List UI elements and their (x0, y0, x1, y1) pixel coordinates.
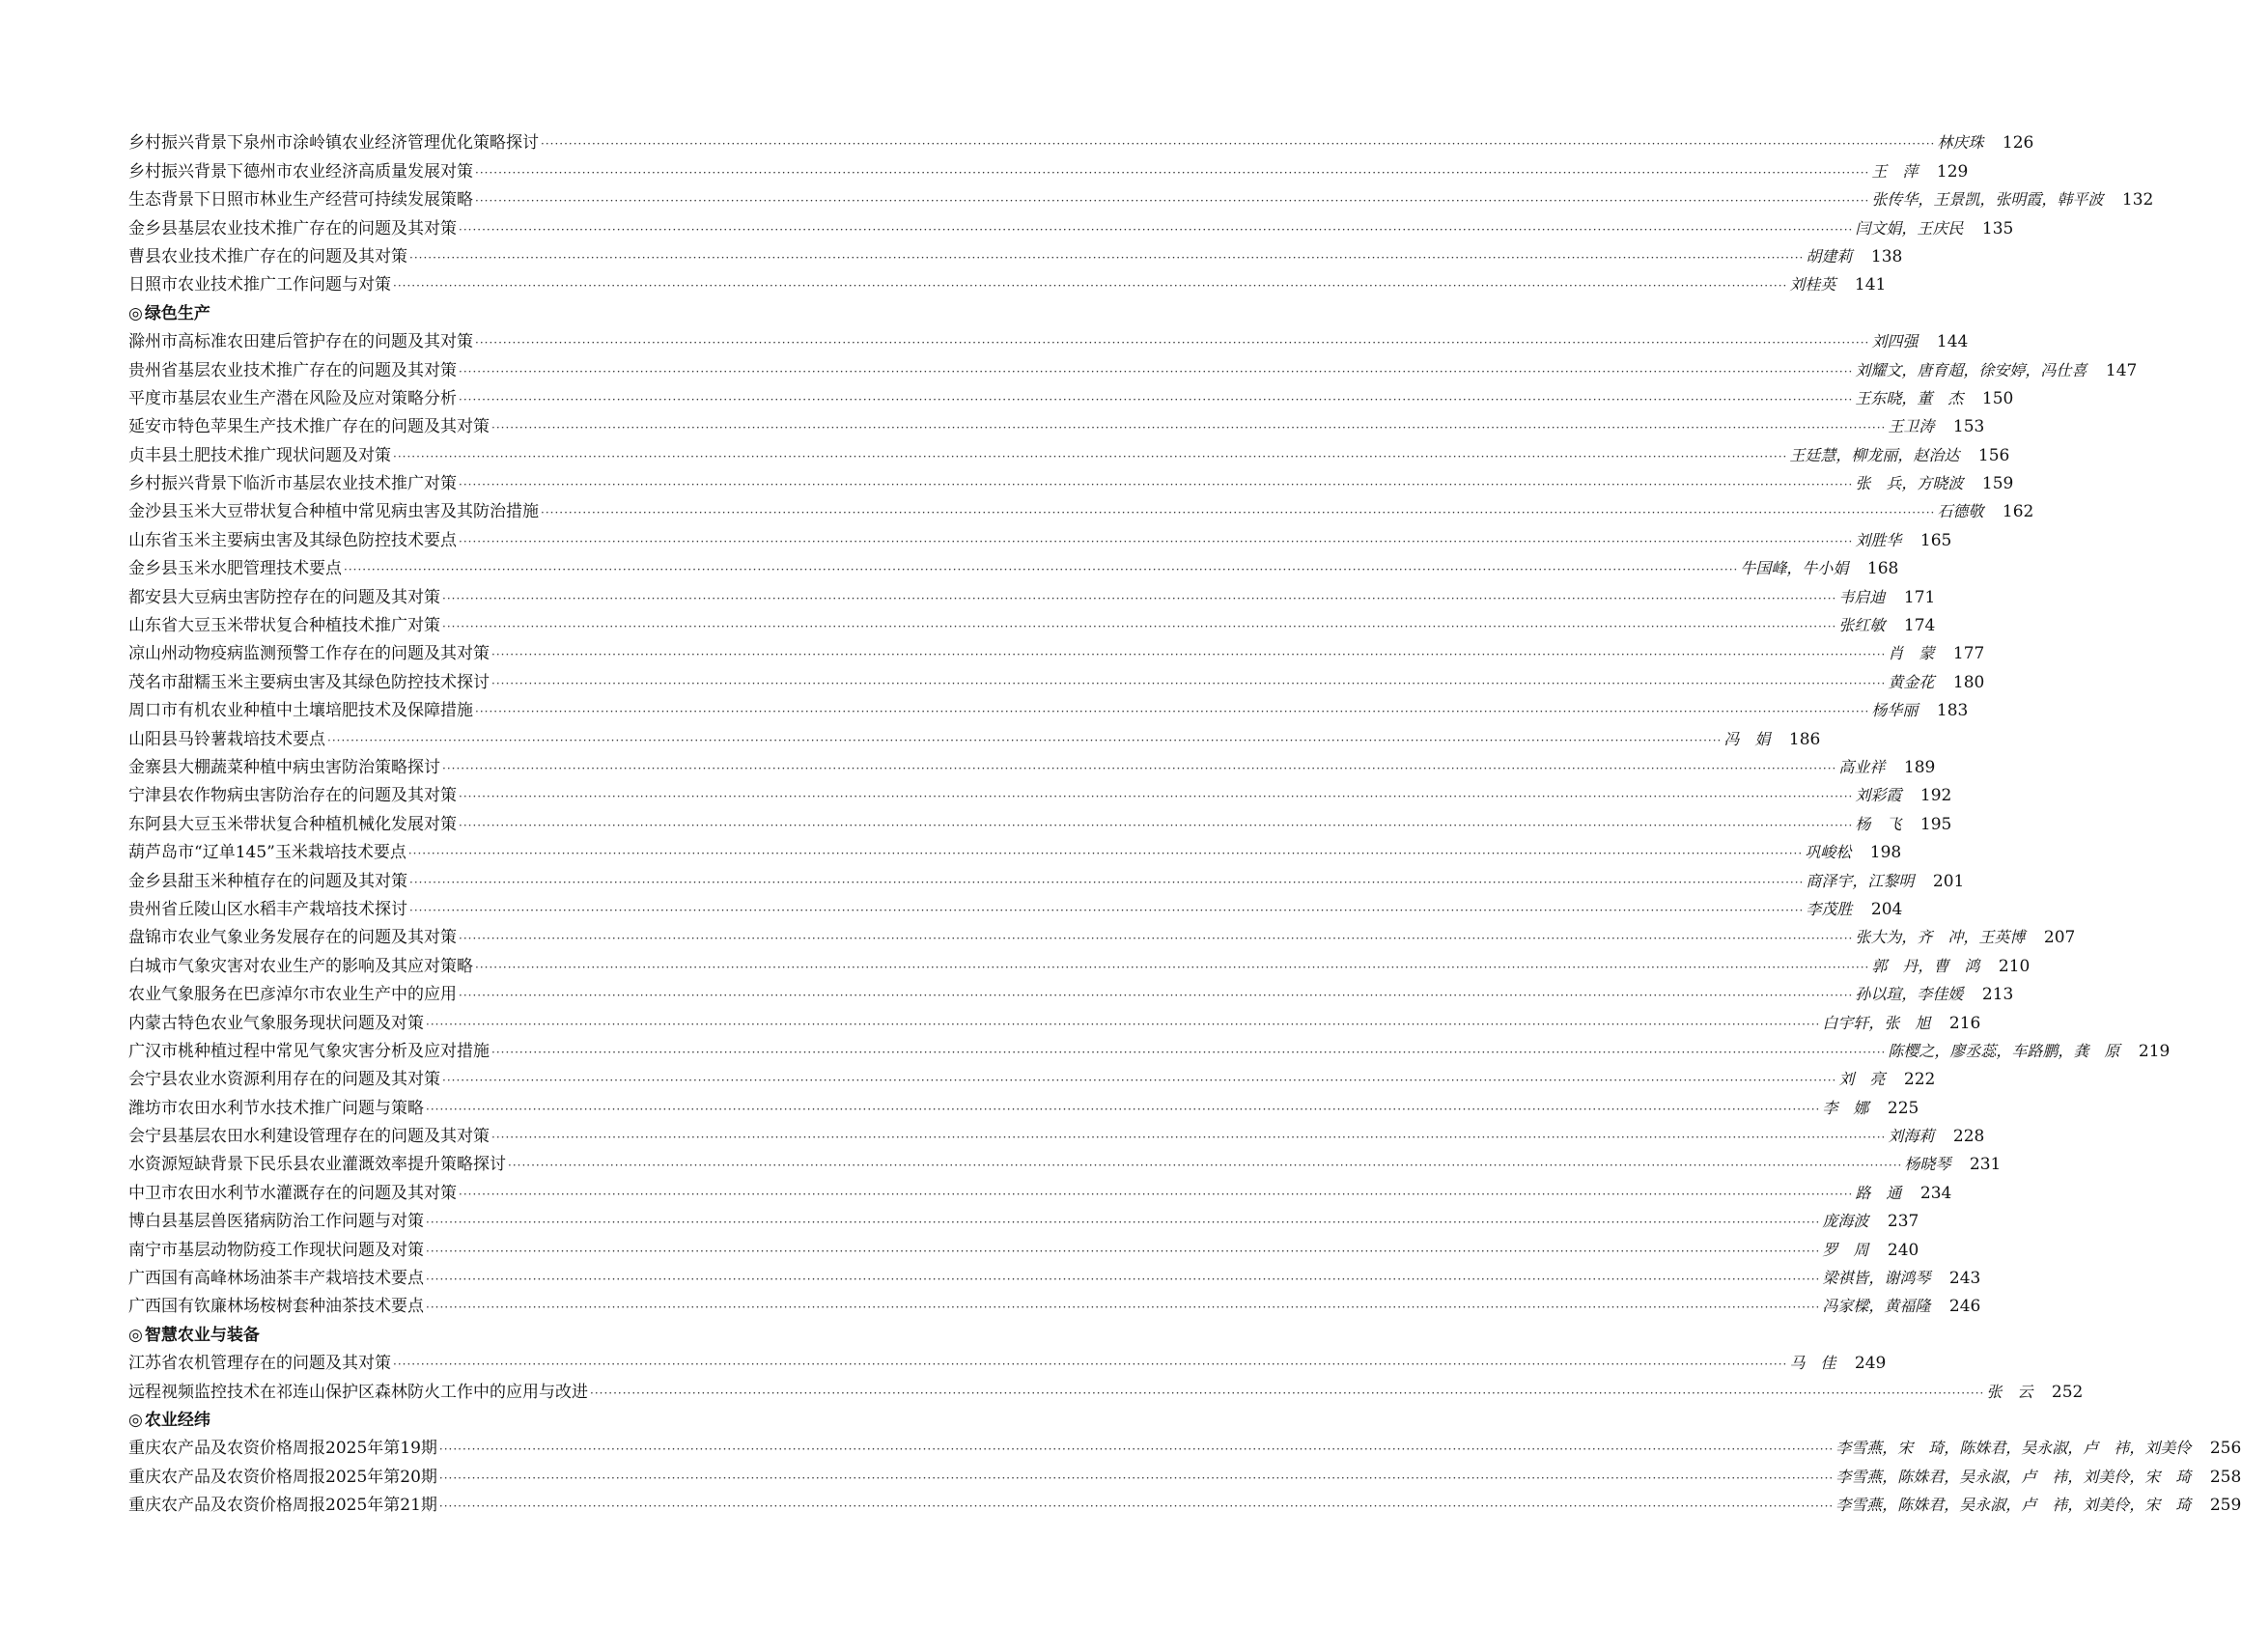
entry-title: 南宁市基层动物防疫工作现状问题及对策 (128, 1240, 424, 1260)
entry-page-number: 256 (2209, 1439, 2241, 1459)
entry-authors: 石德敬 (1937, 502, 1984, 521)
entry-page-number: 243 (1948, 1269, 1981, 1289)
entry-page-number: 147 (2105, 360, 2138, 380)
entry-page-number: 168 (1866, 559, 1899, 579)
dot-leader: ············································································································································································································································································································ (491, 1045, 1887, 1059)
dot-leader: ············································································································································································································································································································ (475, 165, 1870, 180)
entry-title: 水资源短缺背景下民乐县农业灌溉效率提升策略探讨 (128, 1155, 506, 1175)
entry-title: 广汉市桃种植过程中常见气象灾害分析及应对措施 (128, 1041, 490, 1061)
entry-authors: 庞海波 (1822, 1212, 1869, 1231)
entry-page-number: 150 (1981, 388, 2014, 408)
entry-authors: 李茂胜 (1806, 899, 1853, 918)
toc-entry (128, 154, 1969, 182)
entry-page-number: 132 (2121, 190, 2154, 210)
toc-entry (128, 352, 2138, 380)
entry-page-number: 177 (1952, 644, 1985, 664)
entry-authors: 闫文娟，王庆民 (1855, 218, 1964, 238)
toc-entry (128, 1431, 2241, 1459)
entry-title: 日照市农业技术推广工作问题与对策 (128, 275, 391, 295)
dot-leader: ············································································································································································································································································································ (541, 137, 1936, 152)
toc-entry (128, 835, 1902, 863)
dot-leader: ············································································································································································································································································································ (590, 1386, 1985, 1400)
toc-entry (128, 1062, 1936, 1090)
dot-leader: ············································································································································································································································································································ (475, 194, 1870, 209)
entry-title: 周口市有机农业种植中土壤培肥技术及保障措施 (128, 701, 473, 721)
entry-title: 金寨县大棚蔬菜种植中病虫害防治策略探讨 (128, 757, 440, 777)
dot-leader: ············································································································································································································································································································ (442, 761, 1837, 775)
section-bullet-icon: ◎ (128, 303, 143, 323)
entry-page-number: 159 (1981, 474, 2014, 494)
dot-leader: ············································································································································································································································································································ (459, 1187, 1854, 1201)
entry-authors: 李 娜 (1822, 1098, 1869, 1117)
toc-entry (128, 1459, 2241, 1487)
entry-page-number: 252 (2051, 1382, 2084, 1402)
section-heading (128, 1317, 1106, 1345)
entry-page-number: 228 (1952, 1127, 1985, 1147)
entry-title: 都安县大豆病虫害防控存在的问题及其对策 (128, 587, 440, 607)
dot-leader: ············································································································································································································································································································ (459, 392, 1854, 406)
dot-leader: ············································································································································································································································································································ (393, 279, 1788, 294)
entry-title: 葫芦岛市“辽单145”玉米栽培技术要点 (128, 843, 406, 863)
entry-authors: 牛国峰，牛小娟 (1740, 559, 1849, 578)
entry-title: 滁州市高标准农田建后管护存在的问题及其对策 (128, 332, 473, 352)
entry-page-number: 156 (1977, 445, 2010, 465)
entry-page-number: 192 (1919, 786, 1952, 806)
entry-page-number: 237 (1887, 1212, 1919, 1232)
entry-title: 金沙县玉米大豆带状复合种植中常见病虫害及其防治措施 (128, 502, 539, 522)
dot-leader: ············································································································································································································································································································ (344, 563, 1739, 577)
toc-entry (128, 551, 1899, 579)
entry-title: 山东省玉米主要病虫害及其绿色防控技术要点 (128, 530, 457, 550)
entry-authors: 王廷慧，柳龙丽，赵治达 (1789, 445, 1960, 464)
dot-leader: ············································································································································································································································································································ (393, 1358, 1788, 1372)
entry-authors: 杨华丽 (1871, 701, 1919, 720)
entry-page-number: 204 (1870, 899, 1903, 919)
toc-entry (128, 636, 1985, 664)
entry-authors: 黄金花 (1888, 672, 1935, 691)
entry-authors: 张 兵，方晓波 (1855, 474, 1964, 493)
toc-entry (128, 239, 1903, 267)
dot-leader: ············································································································································································································································································································ (459, 818, 1854, 832)
entry-title: 广西国有钦廉林场桉树套种油茶技术要点 (128, 1297, 424, 1317)
toc-entry (128, 1034, 2171, 1062)
toc-entry (128, 948, 2031, 976)
dot-leader: ············································································································································································································································································································ (442, 1074, 1837, 1088)
entry-authors: 郭 丹，曹 鸿 (1871, 956, 1980, 975)
dot-leader: ············································································································································································································································································································ (459, 364, 1854, 378)
entry-authors: 刘胜华 (1855, 530, 1902, 549)
entry-title: 贵州省丘陵山区水稻丰产栽培技术探讨 (128, 899, 407, 919)
toc-entry (128, 1374, 2084, 1402)
entry-page-number: 144 (1936, 332, 1969, 352)
entry-title: 延安市特色苹果生产技术推广存在的问题及其对策 (128, 417, 490, 437)
entry-authors: 刘桂英 (1789, 275, 1836, 294)
toc-entry (128, 1175, 1952, 1203)
entry-authors: 王卫涛 (1888, 417, 1935, 436)
toc-entry (128, 522, 1952, 550)
entry-title: 平度市基层农业生产潜在风险及应对策略分析 (128, 388, 457, 408)
entry-authors: 王东晓，董 杰 (1855, 388, 1964, 407)
entry-page-number: 213 (1981, 985, 2014, 1005)
toc-entry (128, 1488, 2241, 1516)
section-title: 智慧农业与装备 (144, 1325, 260, 1345)
section-heading (128, 1403, 1106, 1431)
dot-leader: ············································································································································································································································································································ (459, 478, 1854, 492)
toc-entry (128, 210, 2014, 238)
entry-title: 东阿县大豆玉米带状复合种植机械化发展对策 (128, 814, 457, 834)
entry-title: 广西国有高峰林场油茶丰产栽培技术要点 (128, 1269, 424, 1289)
dot-leader: ············································································································································································································································································································ (541, 506, 1936, 520)
entry-authors: 孙以瑄，李佳媛 (1855, 985, 1964, 1004)
entry-title: 乡村振兴背景下德州市农业经济高质量发展对策 (128, 161, 473, 182)
dot-leader: ············································································································································································································································································································ (491, 1131, 1887, 1145)
entry-title: 重庆农产品及农资价格周报2025年第19期 (128, 1439, 437, 1459)
entry-title: 乡村振兴背景下泉州市涂岭镇农业经济管理优化策略探讨 (128, 133, 539, 154)
entry-page-number: 207 (2043, 928, 2076, 948)
entry-title: 盘锦市农业气象业务发展存在的问题及其对策 (128, 928, 457, 948)
dot-leader: ············································································································································································································································································································ (475, 705, 1870, 719)
entry-authors: 李雪燕，陈姝君，吴永淑，卢 祎，刘美伶，宋 琦 (1835, 1496, 2192, 1515)
entry-page-number: 174 (1903, 616, 1936, 636)
toc-entry (128, 1090, 1919, 1118)
dot-leader: ············································································································································································································································································································ (459, 790, 1854, 804)
dot-leader: ············································································································································································································································································································ (409, 903, 1805, 917)
dot-leader: ············································································································································································································································································································ (407, 847, 1804, 861)
entry-page-number: 171 (1903, 587, 1936, 607)
entry-authors: 李雪燕，宋 琦，陈姝君，吴永淑，卢 祎，刘美伶 (1835, 1439, 2192, 1458)
entry-title: 生态背景下日照市林业生产经营可持续发展策略 (128, 190, 473, 210)
entry-title: 山阳县马铃薯栽培技术要点 (128, 729, 325, 749)
entry-page-number: 219 (2138, 1041, 2171, 1061)
entry-title: 农业气象服务在巴彦淖尔市农业生产中的应用 (128, 985, 457, 1005)
entry-title: 宁津县农作物病虫害防治存在的问题及其对策 (128, 786, 457, 806)
entry-authors: 马 佳 (1789, 1354, 1836, 1373)
entry-authors: 路 通 (1855, 1183, 1902, 1202)
entry-title: 重庆农产品及农资价格周报2025年第20期 (128, 1467, 437, 1487)
toc-entry (128, 267, 1887, 295)
entry-authors: 王 萍 (1871, 161, 1919, 181)
entry-page-number: 126 (2002, 133, 2034, 154)
entry-page-number: 225 (1887, 1098, 1919, 1118)
entry-authors: 刘四强 (1871, 332, 1919, 351)
entry-authors: 李雪燕，陈姝君，吴永淑，卢 祎，刘美伶，宋 琦 (1835, 1467, 2192, 1486)
dot-leader: ············································································································································································································································································································ (459, 222, 1854, 237)
entry-title: 内蒙古特色农业气象服务现状问题及对策 (128, 1013, 424, 1033)
section-title: 绿色生产 (144, 303, 210, 323)
entry-authors: 巩峻松 (1805, 843, 1852, 862)
section-bullet-icon: ◎ (128, 1325, 143, 1345)
toc-entry (128, 1232, 1919, 1260)
entry-title: 凉山州动物疫病监测预警工作存在的问题及其对策 (128, 644, 490, 664)
entry-authors: 刘海莉 (1888, 1127, 1935, 1146)
entry-authors: 罗 周 (1822, 1240, 1869, 1259)
toc-entry (128, 920, 2076, 948)
entry-authors: 梁祺皆，谢鸿琴 (1822, 1269, 1931, 1288)
entry-page-number: 240 (1887, 1240, 1919, 1260)
dot-leader: ············································································································································································································································································································ (409, 875, 1805, 889)
entry-authors: 张红敏 (1838, 616, 1886, 635)
dot-leader: ············································································································································································································································································································ (438, 1442, 1835, 1457)
entry-title: 金乡县基层农业技术推广存在的问题及其对策 (128, 218, 457, 238)
dot-leader: ············································································································································································································································································································ (393, 449, 1788, 463)
toc-entry (128, 466, 2014, 494)
dot-leader: ············································································································································································································································································································ (327, 733, 1723, 747)
entry-title: 贞丰县土肥技术推广现状问题及对策 (128, 445, 391, 465)
entry-title: 会宁县农业水资源利用存在的问题及其对策 (128, 1070, 440, 1090)
entry-authors: 高业祥 (1838, 757, 1886, 776)
entry-page-number: 210 (1998, 956, 2031, 976)
dot-leader: ············································································································································································································································································································ (442, 591, 1837, 605)
toc-entry (128, 977, 2014, 1005)
entry-page-number: 183 (1936, 701, 1969, 721)
toc-entry (128, 664, 1985, 692)
toc-entry (128, 437, 2010, 465)
entry-page-number: 186 (1788, 729, 1821, 749)
entry-page-number: 216 (1948, 1013, 1981, 1033)
toc-entry (128, 1119, 1985, 1147)
entry-authors: 肖 蒙 (1888, 644, 1935, 663)
dot-leader: ············································································································································································································································································································ (438, 1470, 1835, 1485)
entry-authors: 张 云 (1986, 1382, 2033, 1401)
entry-authors: 林庆珠 (1937, 133, 1984, 153)
dot-leader: ············································································································································································································································································································ (475, 336, 1870, 350)
entry-authors: 胡建莉 (1806, 246, 1853, 266)
entry-page-number: 259 (2209, 1496, 2241, 1516)
toc-entry (128, 126, 2034, 154)
entry-page-number: 180 (1952, 672, 1985, 692)
entry-title: 远程视频监控技术在祁连山保护区森林防火工作中的应用与改进 (128, 1382, 588, 1402)
entry-page-number: 222 (1903, 1070, 1936, 1090)
entry-title: 白城市气象灾害对农业生产的影响及其应对策略 (128, 956, 473, 976)
toc-entry (128, 1147, 2002, 1175)
entry-page-number: 165 (1919, 530, 1952, 550)
dot-leader: ············································································································································································································································································································ (459, 534, 1854, 548)
entry-title: 贵州省基层农业技术推广存在的问题及其对策 (128, 360, 457, 380)
toc-entry (128, 863, 1965, 891)
entry-authors: 张传华，王景凯，张明霞，韩平波 (1871, 190, 2104, 210)
entry-page-number: 231 (1969, 1155, 2002, 1175)
entry-title: 曹县农业技术推广存在的问题及其对策 (128, 246, 407, 266)
toc-entry (128, 1289, 1981, 1317)
dot-leader: ············································································································································································································································································································ (426, 1244, 1821, 1258)
toc-entry (128, 1261, 1981, 1289)
toc-entry (128, 608, 1936, 636)
dot-leader: ············································································································································································································································································································ (491, 648, 1887, 662)
entry-page-number: 258 (2209, 1467, 2241, 1487)
entry-page-number: 138 (1870, 246, 1903, 266)
dot-leader: ············································································································································································································································································································ (491, 676, 1887, 690)
dot-leader: ············································································································································································································································································································ (426, 1017, 1821, 1031)
entry-authors: 杨 飞 (1855, 814, 1902, 833)
dot-leader: ············································································································································································································································································································ (491, 421, 1887, 435)
toc-entry (128, 381, 2014, 409)
toc-entry (128, 494, 2034, 522)
dot-leader: ············································································································································································································································································································ (475, 960, 1870, 974)
toc-entry (128, 750, 1936, 778)
entry-authors: 刘 亮 (1838, 1070, 1886, 1089)
entry-authors: 韦启迪 (1838, 587, 1886, 606)
entry-title: 金乡县甜玉米种植存在的问题及其对策 (128, 871, 407, 891)
entry-authors: 刘彩霞 (1855, 786, 1902, 805)
entry-page-number: 234 (1919, 1183, 1952, 1203)
entry-authors: 冯 娟 (1723, 729, 1771, 748)
dot-leader: ············································································································································································································································································································ (426, 1216, 1821, 1230)
entry-page-number: 135 (1981, 218, 2014, 238)
dot-leader: ············································································································································································································································································································ (442, 620, 1837, 634)
entry-title: 江苏省农机管理存在的问题及其对策 (128, 1354, 391, 1374)
entry-page-number: 162 (2002, 502, 2034, 522)
dot-leader: ············································································································································································································································································································ (459, 932, 1854, 946)
dot-leader: ············································································································································································································································································································ (409, 250, 1805, 265)
entry-title: 山东省大豆玉米带状复合种植技术推广对策 (128, 616, 440, 636)
toc-entry (128, 693, 1969, 721)
entry-title: 会宁县基层农田水利建设管理存在的问题及其对策 (128, 1127, 490, 1147)
toc-entry (128, 579, 1936, 607)
toc-entry (128, 892, 1903, 920)
entry-authors: 杨晓琴 (1904, 1155, 1951, 1174)
entry-page-number: 198 (1869, 843, 1902, 863)
entry-page-number: 153 (1952, 417, 1985, 437)
table-of-contents (128, 126, 2241, 1516)
section-title: 农业经纬 (144, 1410, 210, 1430)
entry-authors: 张大为，齐 冲，王英博 (1855, 928, 2026, 947)
entry-authors: 冯家樑，黄福隆 (1822, 1297, 1931, 1316)
entry-title: 中卫市农田水利节水灌溉存在的问题及其对策 (128, 1183, 457, 1203)
toc-entry (128, 1346, 1887, 1374)
section-bullet-icon: ◎ (128, 1410, 143, 1430)
dot-leader: ············································································································································································································································································································ (459, 989, 1854, 1003)
dot-leader: ············································································································································································································································································································ (426, 1301, 1821, 1315)
toc-entry (128, 778, 1952, 806)
entry-authors: 陈樱之，廖丞蕊，车路鹏，龚 原 (1888, 1041, 2120, 1060)
toc-entry (128, 1204, 1919, 1232)
dot-leader: ············································································································································································································································································································ (438, 1499, 1835, 1514)
entry-title: 重庆农产品及农资价格周报2025年第21期 (128, 1496, 437, 1516)
entry-title: 茂名市甜糯玉米主要病虫害及其绿色防控技术探讨 (128, 672, 490, 692)
dot-leader: ············································································································································································································································································································ (426, 1102, 1821, 1116)
toc-entry (128, 806, 1952, 834)
section-heading (128, 295, 1106, 323)
toc-entry (128, 1005, 1981, 1033)
entry-page-number: 189 (1903, 757, 1936, 777)
toc-entry (128, 721, 1821, 749)
dot-leader: ············································································································································································································································································································ (426, 1273, 1821, 1287)
toc-entry (128, 409, 1985, 437)
entry-page-number: 141 (1854, 275, 1887, 295)
toc-entry (128, 182, 2154, 210)
entry-page-number: 201 (1932, 871, 1965, 891)
entry-title: 乡村振兴背景下临沂市基层农业技术推广对策 (128, 474, 457, 494)
entry-authors: 刘耀文，唐育超，徐安婷，冯仕喜 (1855, 360, 2087, 379)
entry-title: 金乡县玉米水肥管理技术要点 (128, 559, 342, 579)
entry-page-number: 129 (1936, 161, 1969, 182)
entry-title: 博白县基层兽医猪病防治工作问题与对策 (128, 1212, 424, 1232)
toc-entry (128, 324, 1969, 352)
entry-page-number: 195 (1919, 814, 1952, 834)
entry-authors: 白宇轩，张 旭 (1822, 1013, 1931, 1032)
entry-page-number: 249 (1854, 1354, 1887, 1374)
dot-leader: ············································································································································································································································································································ (508, 1159, 1903, 1173)
entry-title: 潍坊市农田水利节水技术推广问题与策略 (128, 1098, 424, 1118)
entry-authors: 商泽宇，江黎明 (1806, 871, 1915, 890)
entry-page-number: 246 (1948, 1297, 1981, 1317)
